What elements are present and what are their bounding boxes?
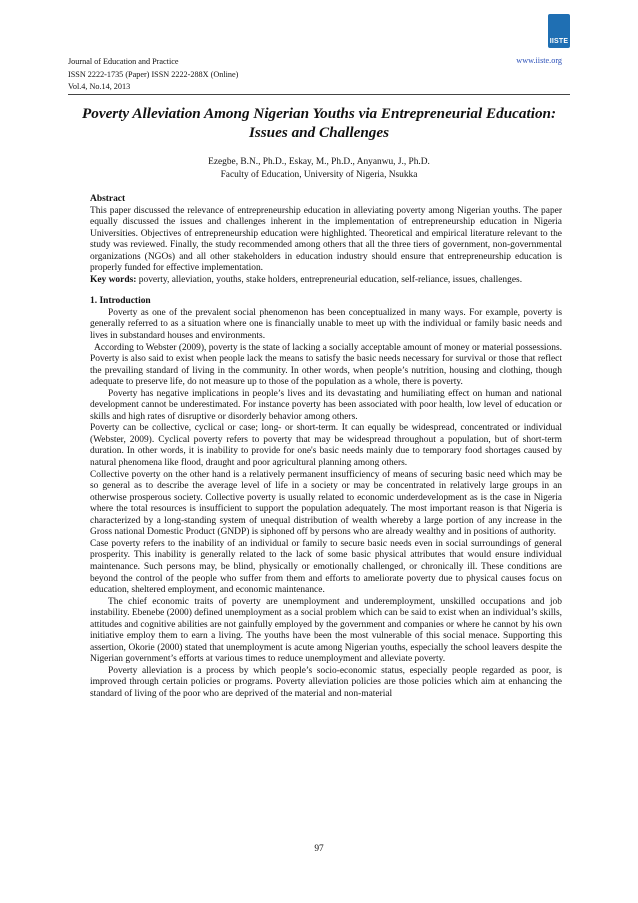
affiliation: Faculty of Education, University of Nigeria, Nsukka [220, 169, 418, 180]
journal-url-link[interactable]: www.iiste.org [516, 56, 562, 65]
paragraph: According to Webster (2009), poverty is the state of lacking a socially acceptable amount of money or material possessions. Poverty is also said to exist when people lack the means to satisfy the basic needs necessary for survival or those that reflect the prevailing standard of living in the community. In other words, when people’s nutrition, housing and clothing, though adequate to preserve life, do not measure up to those of the population as a whole, there is poverty. [90, 342, 562, 388]
iiste-logo [548, 14, 570, 48]
issn-line: ISSN 2222-1735 (Paper) ISSN 2222-288X (Online) [68, 70, 239, 79]
paper-title: Poverty Alleviation Among Nigerian Youths via Entrepreneurial Education: Issues and Challenges [81, 105, 557, 141]
keywords-label: Key words: [90, 274, 137, 285]
paragraph: The chief economic traits of poverty are unemployment and underemployment, unskilled occupations and job instability. Ebenebe (2000) defined unemployment as a social problem which can be said to exist when an individual’s skills, attitudes and cognitive abilities are not gainfully employed by the government and companies or where he cannot by his own initiative employ them to earn a living. The youths have been the most vulnerable of this social menace. Supporting this assertion, Okorie (2000) stated that unemployment is acute among Nigerian youths, especially the school leavers despite the Nigerian government’s efforts at various times to reduce unemployment and alleviate poverty. [90, 596, 563, 665]
paragraph: Poverty can be collective, cyclical or case; long- or short-term. It can equally be widespread, concentrated or individual (Webster, 2009). Cyclical poverty refers to poverty that may be widespread throughout a population, but of short-term duration. In other words, it is inability to provide for one's basic needs mainly due to temporary food shortages caused by natural phenomena like flood, draught and poor agricultural planning among others. [90, 423, 562, 469]
paragraph: Poverty has negative implications in people’s lives and its devastating and humiliating effect on human and national development cannot be underestimated. For instance poverty has been associated with poor health, low level of education or skills and high rates of disruptive or disorderly behavior among others. [90, 388, 562, 422]
paragraph: Poverty alleviation is a process by which people’s socio-economic status, especially people regarded as poor, is improved through certain policies or programs. Poverty alleviation policies are those policies which aim at enhancing the standard of living of the poor who are deprived of the material and non-material [90, 665, 562, 699]
page-number: 97 [314, 844, 324, 854]
author-names: Ezegbe, B.N., Ph.D., Eskay, M., Ph.D., Anyanwu, J., Ph.D. [208, 157, 430, 167]
paragraph: Collective poverty on the other hand is a relatively permanent insufficiency of means of securing basic need which may be so general as to describe the average level of life in a society or may be concentrated in relatively large groups in an otherwise prosperous society. Collective poverty is usually related to economic underdevelopment as is the case in Nigeria where the total resources is insufficient to support the population adequately. The most important reason is that Nigeria is characterized by a long-standing system of unequal distribution of wealth whereby a large portion of any increase in the Gross national Domestic Product (GNDP) is siphoned off by persons who are already wealthy and in positions of authority. [90, 469, 562, 538]
volume-line: Vol.4, No.14, 2013 [68, 82, 131, 91]
paragraph: Case poverty refers to the inability of an individual or family to secure basic needs even in social surroundings of general prosperity. This inability is generally related to the lack of some basic physical attributes that would ensure individual maintenance. Such persons may, be blind, physically or emotionally challenged, or chronically ill. These conditions are beyond the control of the people who suffer from them and efforts to ameliorate poverty due to physical causes focus on education, sheltered employment, and economic maintenance. [90, 538, 562, 596]
keywords-line [90, 275, 562, 287]
logo-text: IISTE [549, 38, 569, 45]
journal-name: Journal of Education and Practice [68, 57, 179, 66]
authors-block [68, 156, 570, 181]
paragraph: Poverty as one of the prevalent social phenomenon has been conceptualized in many ways. For example, poverty is generally referred to as a situation where one is financially unable to meet up with the individual or family basic needs and lives in substandard houses and environments. [90, 307, 562, 342]
paper-body [90, 194, 562, 701]
abstract-heading: Abstract [90, 194, 126, 204]
spacer [90, 286, 562, 296]
section-heading: 1. Introduction [90, 296, 151, 307]
keywords-text: poverty, alleviation, youths, stake holders, entrepreneurial education, self-reliance, issues, challenges. [136, 274, 523, 285]
abstract-text: This paper discussed the relevance of entrepreneurship education in alleviating poverty among Nigerian youths. The paper equally discussed the issues and challenges inherent in the implementation of entrepreneurship education in Nigeria Universities. Objectives of entrepreneurship education were highlighted. Theoretical and empirical literature relevant to the study was reviewed. Finally, the study recommended among others that all the three tiers of government, non-governmental organizations (NGOs) and all other stakeholders in education industry should ensure that entrepreneurship education is properly funded for effective implementation. [90, 205, 562, 274]
header-divider [68, 94, 570, 95]
